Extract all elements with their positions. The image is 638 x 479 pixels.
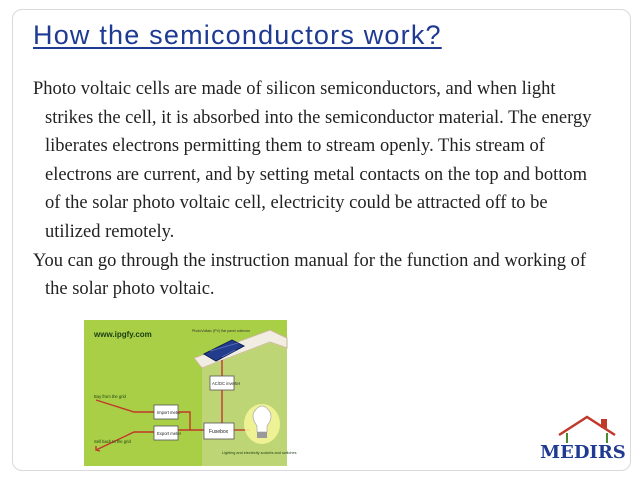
diagram-site-label: www.ipgfy.com [94, 330, 152, 339]
slide-body [33, 75, 593, 304]
solar-pv-diagram [84, 320, 297, 466]
fusebox-label: Fusebox [209, 429, 229, 435]
medirs-logo [537, 413, 630, 463]
logo-chimney [601, 419, 607, 428]
slide-title: How the semiconductors work? [33, 20, 442, 50]
wire-grid-in [96, 400, 154, 412]
buy-label: Buy from the grid [94, 394, 126, 399]
paragraph-instruction: You can go through the instruction manual for the function and working of the solar photo voltaic. [33, 250, 587, 300]
logo-text: MEDIRS [540, 442, 626, 463]
export-meter-label: Export meter [157, 431, 181, 436]
import-meter-label: Import meter [157, 410, 181, 415]
paragraph-photovoltaic: Photo voltaic cells are made of silicon semiconductors, and when light strikes the cell, it is absorbed into the semiconductor material. The energy liberates electrons permitting them to stream openly. This stream of electrons are current, and by setting metal contacts on the top and bottom of the solar photo voltaic cell, electricity could be attracted off to be utilized remotely. [33, 79, 592, 242]
bulb-base [257, 432, 267, 438]
sell-label: Sell back to the grid [94, 439, 131, 444]
lighting-label: Lighting and electricity sockets and switches [222, 451, 297, 455]
wire-meters-fusebox [178, 412, 204, 430]
inverter-label: AC/DC inverter [212, 381, 241, 386]
panel-label: PhotoVoltaic (PV) flat panel collector [192, 329, 251, 333]
